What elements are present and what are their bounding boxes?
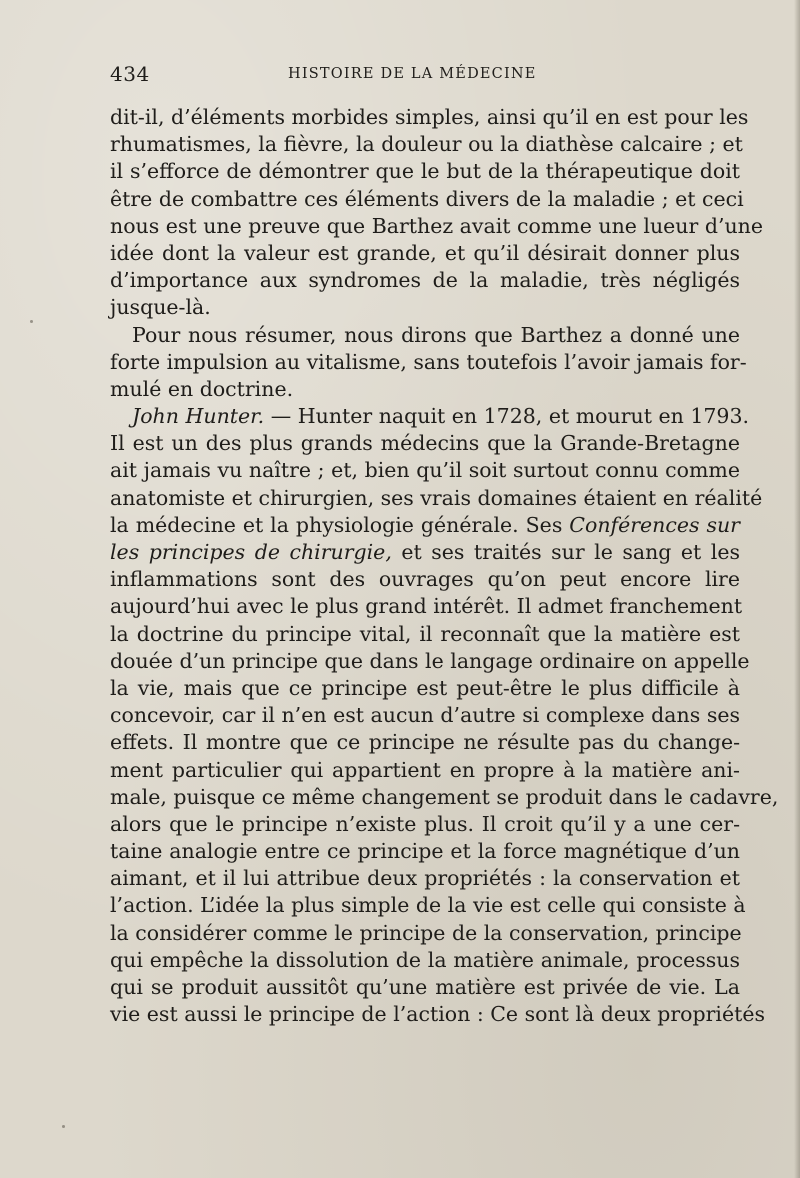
text-line: mulé en doctrine. [110, 376, 294, 401]
text-line: ait jamais vu naître ; et, bien qu’il soit surtout connu comme [110, 458, 740, 483]
text-line: idée dont la valeur est grande, et qu’il désirait donner plus [110, 240, 740, 265]
text-line: forte impulsion au vitalisme, sans toutefois l’avoir jamais for- [110, 349, 747, 374]
text-line: vie est aussi le principe de l’action : Ce sont là deux propriétés [110, 1002, 765, 1027]
text-line-conferences [110, 512, 740, 539]
italic-name: John Hunter. [132, 404, 265, 429]
text-line: alors que le principe n’existe plus. Il croit qu’il y a une cer- [110, 811, 740, 836]
text-fragment: et ses traités sur le sang et les [401, 540, 740, 564]
paper-speck [30, 320, 33, 323]
text-line: douée d’un principe que dans le langage ordinaire on appelle [110, 648, 750, 673]
text-fragment: la médecine et la physiologie générale. Ses [110, 512, 563, 537]
text-line: la considérer comme le principe de la conservation, principe [110, 920, 742, 945]
text-line: rhumatismes, la fièvre, la douleur ou la diathèse calcaire ; et [110, 132, 743, 157]
text-line: être de combattre ces éléments divers de la maladie ; et ceci [110, 186, 744, 211]
text-line: effets. Il montre que ce principe ne résulte pas du change- [110, 730, 740, 755]
page-edge-shadow [794, 0, 800, 1178]
text-line: male, puisque ce même changement se produit dans le cadavre, [110, 784, 779, 809]
text-line: anatomiste et chirurgien, ses vrais domaines étaient en réalité [110, 485, 763, 510]
text-line: jusque-là. [110, 295, 211, 320]
text-line: taine analogie entre ce principe et la force magnétique d’un [110, 839, 740, 864]
text-line: aujourd’hui avec le plus grand intérêt. Il admet franchement [110, 594, 743, 619]
body-text [110, 104, 779, 1028]
page-header [110, 60, 740, 90]
italic-title: Conférences sur [569, 512, 740, 537]
text-line: d’importance aux syndromes de la maladie, très négligés [110, 268, 740, 293]
text-line: aimant, et il lui attribue deux propriétés : la conservation et [110, 866, 740, 891]
text-line: ment particulier qui appartient en propre à la matière ani- [110, 757, 740, 782]
running-title: HISTOIRE DE LA MÉDECINE [288, 66, 537, 82]
text-line: la doctrine du principe vital, il reconnaît que la matière est [110, 621, 740, 646]
page-number: 434 [110, 62, 150, 86]
text-line: dit-il, d’éléments morbides simples, ainsi qu’il en est pour les [110, 105, 749, 129]
text-line-principes [110, 539, 740, 566]
text-line: il s’efforce de démontrer que le but de la thérapeutique doit [110, 159, 740, 184]
text-line: qui empêche la dissolution de la matière animale, processus [110, 947, 740, 972]
text-line: Pour nous résumer, nous dirons que Barthez a donné une [132, 322, 740, 347]
text-fragment: — Hunter naquit en 1728, et mourut en 1793. [270, 404, 750, 429]
text-line: Il est un des plus grands médecins que la Grande-Bretagne [110, 431, 740, 456]
text-line-hunter [110, 403, 750, 430]
text-line: concevoir, car il n’en est aucun d’autre si complexe dans ses [110, 703, 740, 728]
text-line: qui se produit aussitôt qu’une matière est privée de vie. La [110, 975, 740, 999]
text-line: la vie, mais que ce principe est peut-être le plus difficile à [110, 675, 740, 700]
paper-speck [62, 1125, 65, 1128]
italic-title: les principes de chirurgie, [110, 540, 392, 564]
text-line: inflammations sont des ouvrages qu’on peut encore lire [110, 567, 740, 592]
text-line: l’action. L’idée la plus simple de la vie est celle qui consiste à [110, 893, 746, 918]
text-line: nous est une preuve que Barthez avait comme une lueur d’une [110, 213, 764, 238]
